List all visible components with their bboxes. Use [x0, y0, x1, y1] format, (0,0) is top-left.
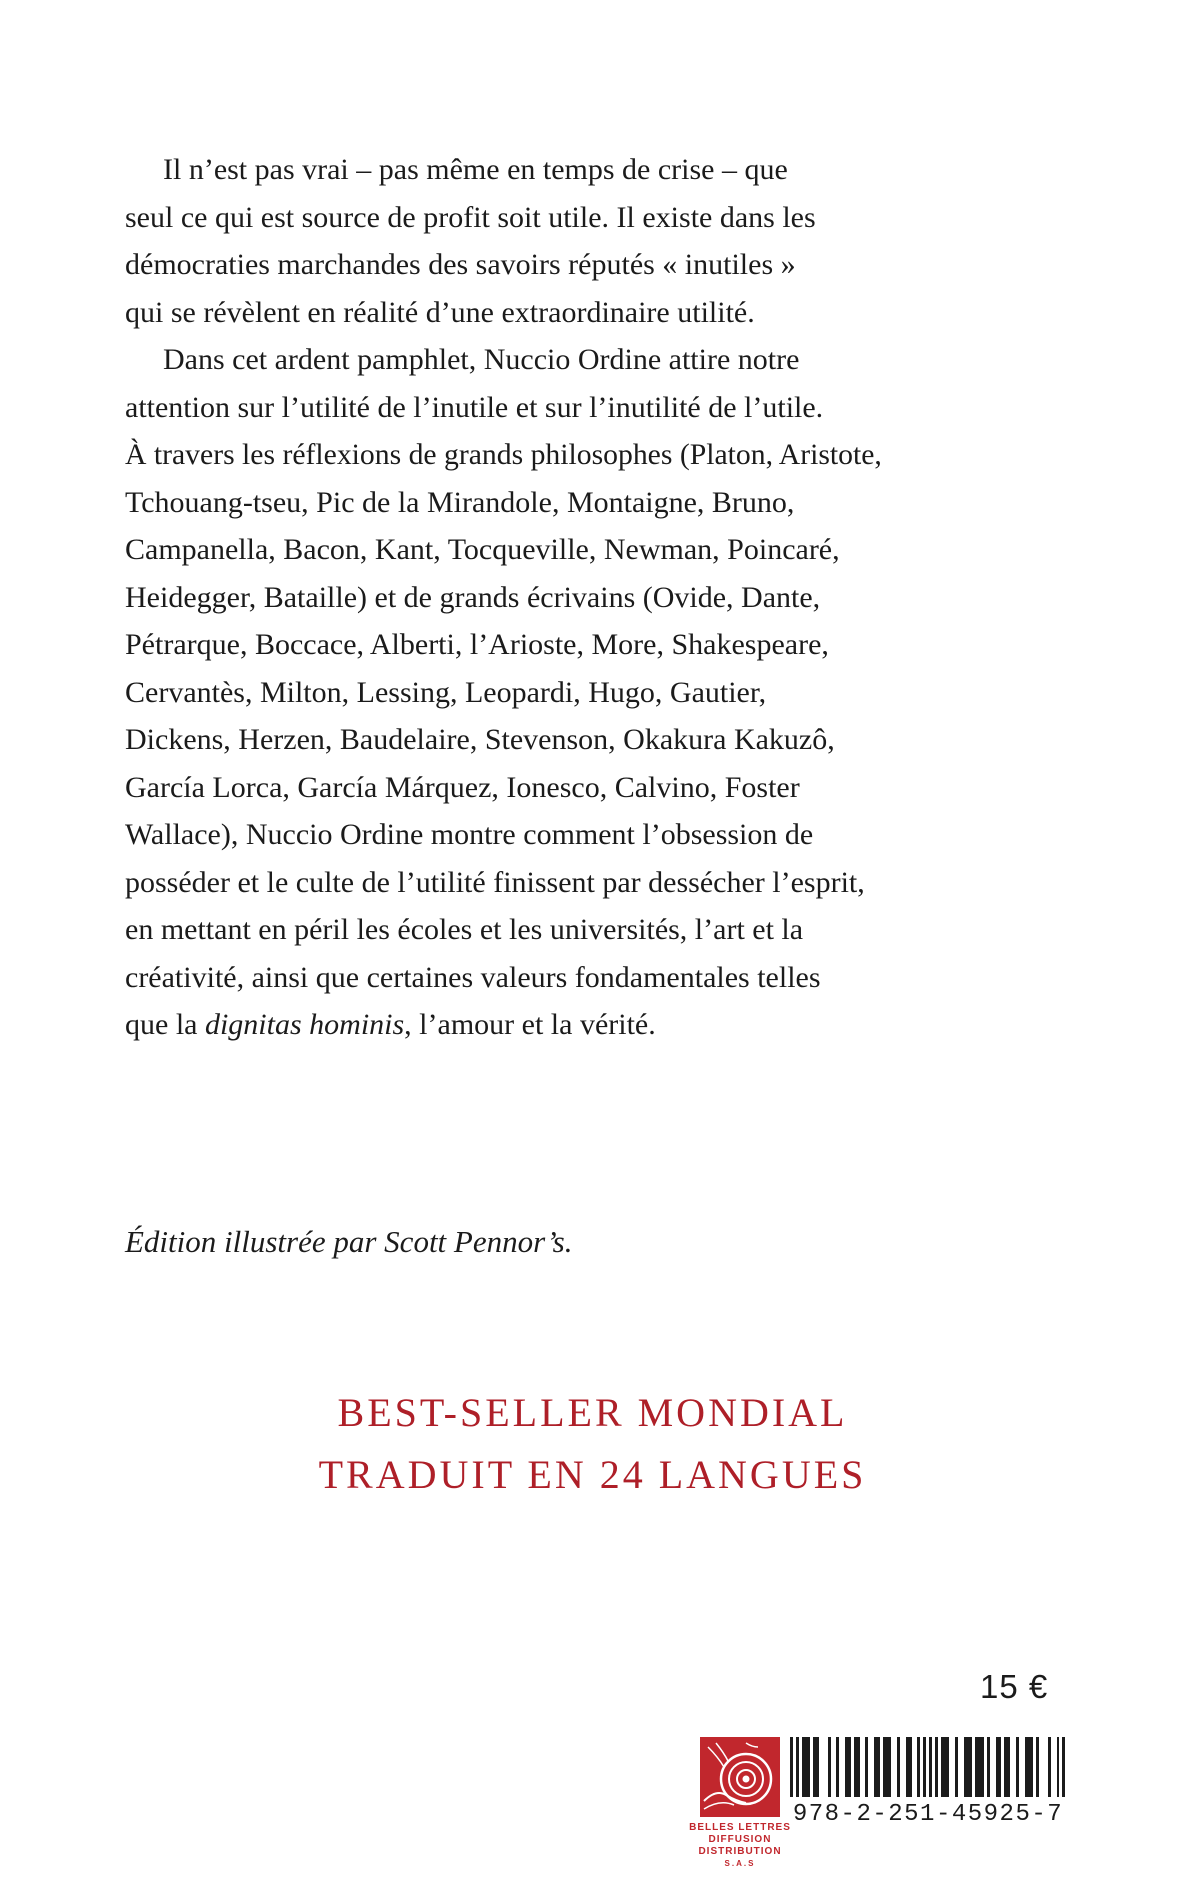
body-line: Dans cet ardent pamphlet, Nuccio Ordine attire notre [163, 343, 800, 376]
illustration-credit: Édition illustrée par Scott Pennor’s. [125, 1224, 573, 1259]
body-line: qui se révèlent en réalité d’une extraordinaire utilité. [125, 295, 755, 329]
barcode-bar [1025, 1737, 1034, 1797]
body-line: Campanella, Bacon, Kant, Tocqueville, Newman, Poincaré, [125, 533, 840, 566]
publisher-name-line: DISTRIBUTION [698, 1846, 782, 1857]
body-line: Cervantès, Milton, Lessing, Leopardi, Hugo, Gautier, [125, 675, 767, 709]
body-line: posséder et le culte de l’utilité finissent par dessécher l’esprit, [125, 865, 865, 899]
body-line: Wallace), Nuccio Ordine montre comment l’obsession de [125, 818, 814, 851]
body-line: que la dignitas hominis, l’amour et la vérité. [125, 1008, 656, 1041]
publisher-name-line: S.A.S [724, 1859, 756, 1868]
publisher-name [682, 1822, 798, 1870]
body-line: Heidegger, Bataille) et de grands écrivains (Ovide, Dante, [125, 580, 821, 614]
body-line: en mettant en péril les écoles et les universités, l’art et la [125, 913, 804, 946]
body-line: García Lorca, García Márquez, Ionesco, Calvino, Foster [125, 770, 800, 804]
body-line: À travers les réflexions de grands philosophes (Platon, Aristote, [125, 438, 882, 471]
bestseller-banner [0, 1382, 1185, 1506]
barcode-gap [1039, 1737, 1048, 1797]
body-line: démocraties marchandes des savoirs réputés « inutiles » [125, 248, 796, 281]
banner-line-2: TRADUIT EN 24 LANGUES [318, 1452, 867, 1497]
synopsis-text [125, 146, 882, 1049]
banner-line-1: BEST-SELLER MONDIAL [337, 1390, 848, 1435]
publisher-name-line: BELLES LETTRES [689, 1822, 791, 1833]
barcode-bar [941, 1737, 950, 1797]
isbn-number: 978-2-251-45925-7 [792, 1801, 1064, 1828]
publisher-name-line: DIFFUSION [708, 1834, 772, 1845]
publisher-logo [700, 1737, 780, 1817]
barcode-bar [964, 1737, 973, 1797]
body-line: créativité, ainsi que certaines valeurs fondamentales telles [125, 960, 821, 994]
body-line: Il n’est pas vrai – pas même en temps de crise – que [163, 153, 788, 186]
ean-barcode [790, 1737, 1066, 1797]
barcode-bar [975, 1737, 984, 1797]
barcode-bar [802, 1737, 811, 1797]
barcode-bar [883, 1737, 892, 1797]
price-label: 15 € [980, 1668, 1049, 1705]
body-line: Pétrarque, Boccace, Alberti, l’Arioste, More, Shakespeare, [125, 628, 829, 661]
body-line: Tchouang-tseu, Pic de la Mirandole, Montaigne, Bruno, [125, 485, 795, 519]
body-line: Dickens, Herzen, Baudelaire, Stevenson, Okakura Kakuzô, [125, 723, 835, 756]
barcode-bar [1062, 1737, 1065, 1797]
body-line: seul ce qui est source de profit soit utile. Il existe dans les [125, 200, 816, 234]
body-line: attention sur l’utilité de l’inutile et sur l’inutilité de l’utile. [125, 390, 824, 424]
barcode-gap [819, 1737, 828, 1797]
